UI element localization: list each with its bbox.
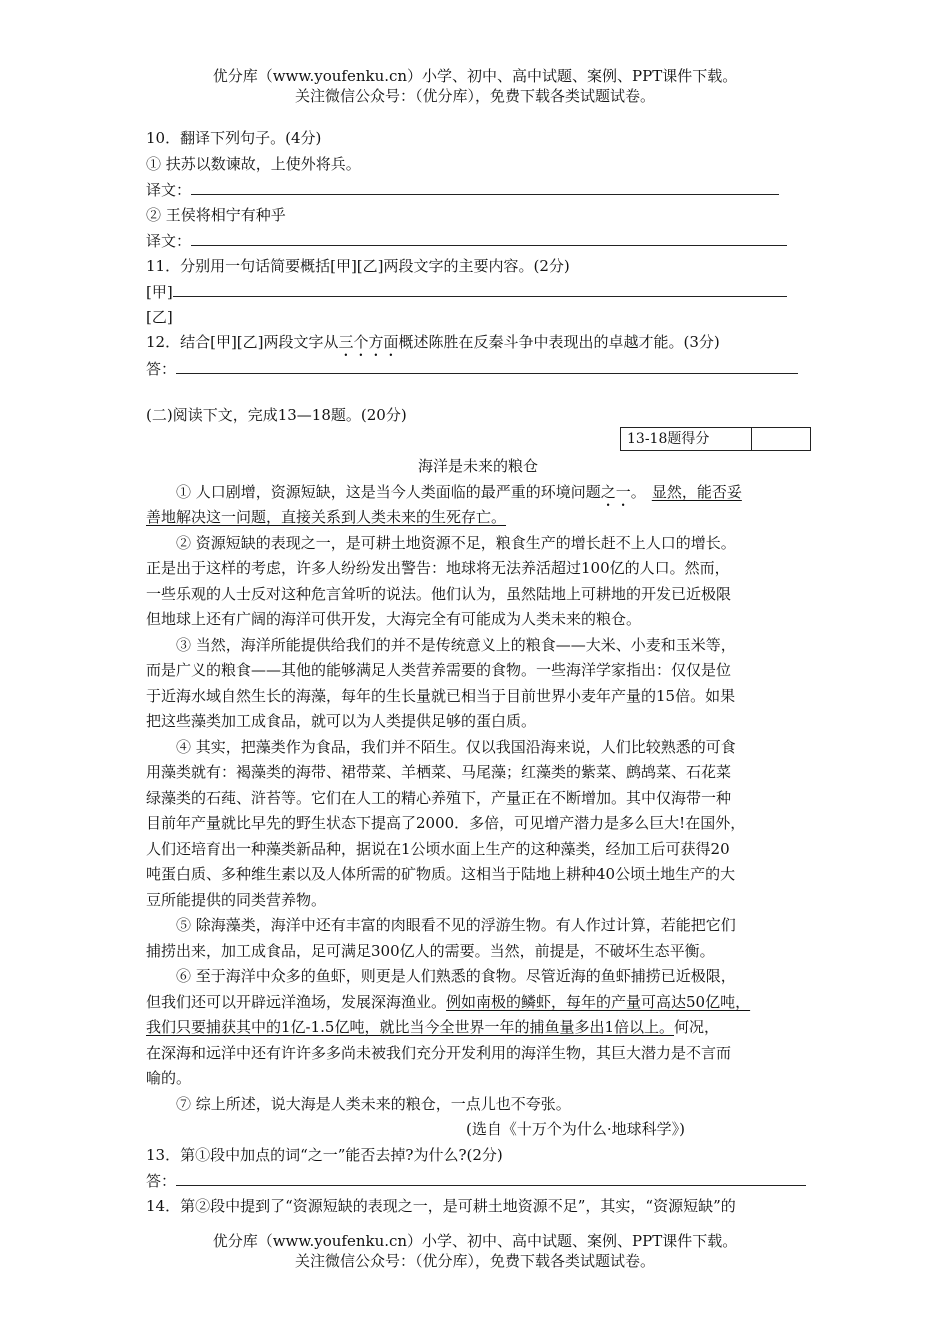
p1-underlined-1: 显然，能否妥: [651, 482, 742, 501]
q13-answer-line[interactable]: [176, 1168, 806, 1186]
p6-line-4: 在深海和远洋中还有许许多多尚未被我们充分开发利用的海洋生物，其巨大潜力是不言而: [146, 1043, 732, 1062]
q11-row-jia: [146, 279, 810, 305]
p4-line-7: 豆所能提供的同类营养物。: [146, 890, 327, 909]
p1-text: ① 人口剧增，资源短缺，这是当今人类面临的最严重的环境问题: [176, 482, 601, 501]
section2-intro: (二)阅读下文，完成13—18题。(20分): [146, 406, 407, 424]
p2-line-3: 一些乐观的人士反对这种危言耸听的说法。他们认为，虽然陆地上可耕地的开发已近极限: [146, 584, 732, 603]
page-footer: [0, 1231, 950, 1271]
p4-line-2: 用藻类就有：褐藻类的海带、裙带菜、羊栖菜、马尾藻；红藻类的紫菜、鹧鸪菜、石花菜: [146, 763, 732, 781]
score-row: [146, 429, 810, 455]
q11-answer-line-jia[interactable]: [173, 279, 787, 297]
p1-line-1: [146, 480, 810, 506]
q13-answer-label: 答：: [146, 1172, 177, 1190]
passage-source: (选自《十万个为什么·地球科学》): [466, 1120, 685, 1138]
p2-line-1: ② 资源短缺的表现之一，是可耕土地资源不足，粮食生产的增长赶不上人口的增长。: [176, 533, 736, 552]
p2-line-4: 但地球上还有广阔的海洋可供开发，大海完全有可能成为人类未来的粮仓。: [146, 610, 642, 628]
p1-underlined-2: 善地解决这一问题，直接关系到人类未来的生死存亡。: [146, 508, 507, 526]
q11-label-yi: [乙]: [146, 307, 173, 326]
p1-emphasized-words: 之一: [600, 482, 631, 501]
p6-text-2a: 但我们还可以开辟远洋渔场，发展深海渔业。: [146, 992, 447, 1011]
p1-punct: 。: [630, 482, 646, 501]
q12-answer-label: 答：: [146, 359, 177, 378]
p5-line-2: 捕捞出来，加工成食品，足可满足300亿人的需要。当然，前提是，不破坏生态平衡。: [146, 941, 715, 960]
score-label: 13-18题得分: [621, 428, 752, 450]
q12-answer-line[interactable]: [176, 356, 798, 374]
header-line-1: 优分库（www.youfenku.cn）小学、初中、高中试题、案例、PPT课件下载。: [212, 67, 738, 85]
q13-prompt: 13．第①段中加点的词“之一”能否去掉?为什么?(2分): [146, 1145, 503, 1164]
q10-answer-line-2[interactable]: [191, 228, 787, 246]
p7-line-1: ⑦ 综上所述，说大海是人类未来的粮仓，一点儿也不夸张。: [176, 1094, 571, 1113]
p6-line-2: [146, 990, 810, 1016]
q10-answer-row-1: [146, 177, 810, 203]
footer-line-2: 关注微信公众号：（优分库），免费下载各类试题试卷。: [294, 1252, 655, 1270]
p6-line-1: ⑥ 至于海洋中众多的鱼虾，则更是人们熟悉的食物。尽管近海的鱼虾捕捞已近极限，: [176, 967, 736, 985]
q11-label-jia: [甲]: [146, 283, 173, 301]
footer-line-1: 优分库（www.youfenku.cn）小学、初中、高中试题、案例、PPT课件下载。: [212, 1232, 738, 1250]
p6-line-5: 喻的。: [146, 1069, 192, 1087]
p5-line-1: ⑤ 除海藻类，海洋中还有丰富的肉眼看不见的浮游生物。有人作过计算，若能把它们: [176, 916, 736, 934]
p6-underlined-1: 例如南极的鳞虾，每年的产量可高达50亿吨，: [446, 992, 751, 1011]
q11-prompt: 11．分别用一句话简要概括[甲][乙]两段文字的主要内容。(2分): [146, 256, 570, 275]
q12-answer-row: [146, 356, 810, 382]
q12-prompt-post: 概述陈胜在反秦斗争中表现出的卓越才能。(3分): [398, 333, 720, 351]
p4-line-1: ④ 其实，把藻类作为食品，我们并不陌生。仅以我国沿海来说，人们比较熟悉的可食: [176, 737, 736, 756]
q10-answer-line-1[interactable]: [191, 177, 779, 195]
q12-emphasized-words: 三个方面: [338, 333, 399, 351]
p3-line-1: ③ 当然，海洋所能提供给我们的并不是传统意义上的粮食——大米、小麦和玉米等，: [176, 635, 736, 654]
q10-sentence-2: ② 王侯将相宁有种乎: [146, 205, 286, 224]
passage-title: 海洋是未来的粮仓: [417, 457, 538, 475]
q11-row-yi: [146, 305, 810, 331]
exam-content: [146, 126, 810, 1219]
p4-line-3: 绿藻类的石莼、浒苔等。它们在人工的精心养殖下，产量正在不断增加。其中仅海带一种: [146, 788, 732, 807]
p6-text-3b: 何况，: [674, 1018, 720, 1036]
q10-label-1: 译文：: [146, 181, 192, 199]
q13-answer-row: [146, 1168, 810, 1194]
score-box: [620, 427, 811, 451]
p4-line-4: 目前年产量就比早先的野生状态下提高了2000．多倍，可见增产潜力是多么巨大!在国外，: [146, 814, 746, 832]
q10-answer-row-2: [146, 228, 810, 254]
p3-line-2: 而是广义的粮食——其他的能够满足人类营养需要的食物。一些海洋学家指出：仅仅是位: [146, 661, 732, 679]
q12-prompt-pre: 12．结合[甲][乙]两段文字从: [146, 333, 339, 351]
p6-line-3: [146, 1015, 810, 1041]
spacer: [146, 381, 810, 403]
header-line-2: 关注微信公众号：（优分库），免费下载各类试题试卷。: [294, 87, 655, 105]
q10-prompt: 10．翻译下列句子。(4分): [146, 129, 322, 147]
p2-line-2: 正是出于这样的考虑，许多人纷纷发出警告：地球将无法养活超过100亿的人口。然而，: [146, 559, 730, 577]
q14-prompt: 14．第②段中提到了“资源短缺的表现之一，是可耕土地资源不足”，其实，“资源短缺”的: [146, 1196, 736, 1215]
q10-sentence-1: ① 扶苏以数谏故，上使外将兵。: [146, 154, 361, 173]
p3-line-3: 于近海水域自然生长的海藻，每年的生长量就已相当于目前世界小麦年产量的15倍。如果: [146, 686, 736, 705]
q12-prompt: [146, 330, 810, 356]
q10-label-2: 译文：: [146, 232, 192, 250]
score-blank[interactable]: [752, 428, 810, 450]
p3-line-4: 把这些藻类加工成食品，就可以为人类提供足够的蛋白质。: [146, 712, 537, 730]
p4-line-6: 吨蛋白质、多种维生素以及人体所需的矿物质。这相当于陆地上耕种40公顷土地生产的大: [146, 865, 736, 883]
page-header: [0, 66, 950, 106]
p1-line-2: [146, 505, 810, 531]
p6-underlined-2: 我们只要捕获其中的1亿-1.5亿吨，就比当今全世界一年的捕鱼量多出1倍以上。: [146, 1018, 675, 1036]
p4-line-5: 人们还培育出一种藻类新品种，据说在1公顷水面上生产的这种藻类，经加工后可获得20: [146, 839, 730, 858]
